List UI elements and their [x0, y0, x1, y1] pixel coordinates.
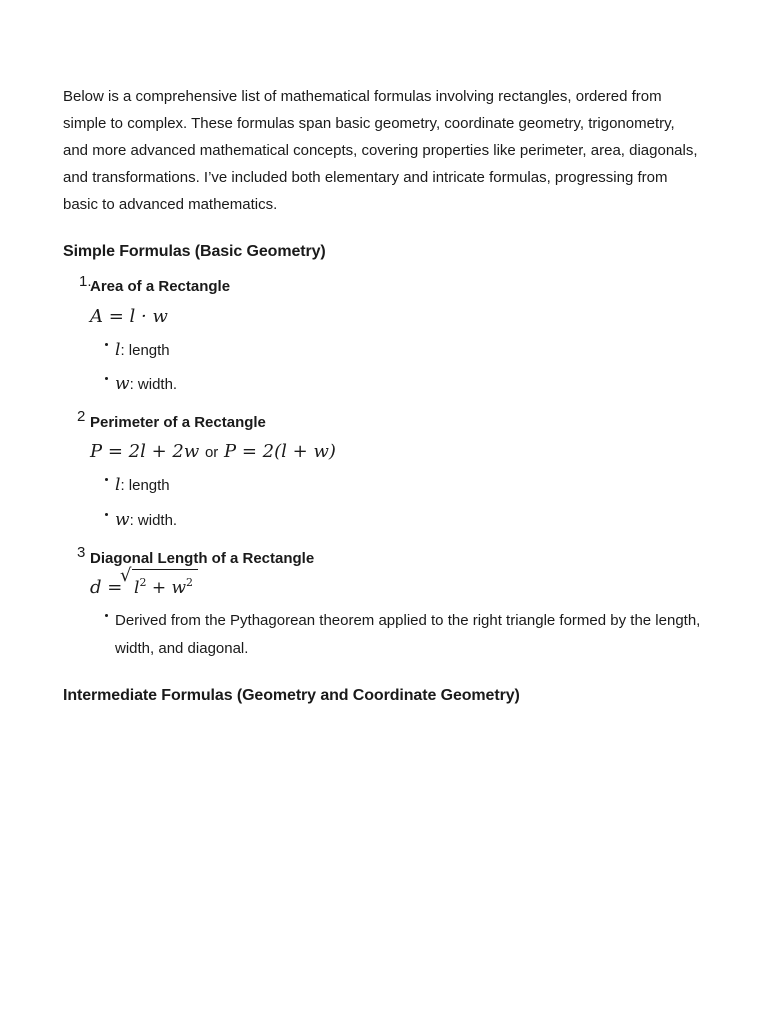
sqrt-icon: √ — [120, 565, 132, 586]
formula-perimeter-b: P = 2(l + w) — [224, 441, 336, 462]
bullet-length-1 — [115, 336, 170, 365]
exponent: 2 — [186, 576, 194, 589]
bullet-desc: : length — [120, 477, 170, 494]
bullet-pythagorean: Derived from the Pythagorean theorem applied to the right triangle formed by the length, width, and diagonal. — [115, 612, 701, 657]
bullet-dot — [105, 343, 108, 346]
bullet-width-2 — [115, 506, 177, 535]
item-number-2: 2 — [77, 408, 86, 425]
section-heading-simple: Simple Formulas (Basic Geometry) — [63, 243, 326, 260]
sqrt-radicand — [134, 572, 193, 599]
intro-paragraph: Below is a comprehensive list of mathematical formulas involving rectangles, ordered from simple to complex. These formulas span basic geometry, coordinate geometry, trigonometry, and more advanced mathematical concepts, covering properties like perimeter, area, diagonals, and transformations. I’ve included both elementary and intricate formulas, progressing from basic to advanced mathematics. — [63, 88, 698, 213]
section-heading-intermediate: Intermediate Formulas (Geometry and Coordinate Geometry) — [63, 687, 520, 704]
bullet-dot — [105, 614, 108, 617]
formula-area-text: A = l · w — [90, 306, 168, 327]
formula-or: or — [204, 444, 219, 461]
bullet-desc: : length — [120, 342, 170, 359]
bullet-dot — [105, 478, 108, 481]
bullet-desc: : width. — [129, 376, 178, 393]
item-title-diagonal: Diagonal Length of a Rectangle — [90, 550, 315, 567]
formula-diagonal-lhs-text: d = — [90, 577, 123, 598]
bullet-desc: : width. — [129, 512, 178, 529]
item-title-area: Area of a Rectangle — [90, 278, 231, 295]
bullet-dot — [105, 377, 108, 380]
formula-perimeter — [90, 441, 336, 464]
formula-diagonal-sqrt — [120, 565, 200, 598]
item-number-1: 1. — [79, 273, 92, 290]
item-title-perimeter: Perimeter of a Rectangle — [90, 414, 266, 431]
bullet-dot — [105, 513, 108, 516]
formula-perimeter-a: P = 2l + 2w — [90, 441, 200, 462]
sqrt-bar — [132, 569, 198, 570]
formula-diagonal-lhs — [90, 577, 122, 599]
bullet-width-1 — [115, 370, 177, 399]
bullet-length-2 — [115, 471, 170, 500]
var-w-term: + w — [146, 578, 187, 598]
var-l: l — [115, 340, 121, 360]
var-w: w — [115, 374, 130, 394]
var-l: l — [134, 578, 140, 598]
formula-area — [90, 306, 168, 328]
exponent: 2 — [139, 576, 147, 589]
item-number-3: 3 — [77, 544, 86, 561]
var-w: w — [115, 510, 130, 530]
var-l: l — [115, 475, 121, 495]
